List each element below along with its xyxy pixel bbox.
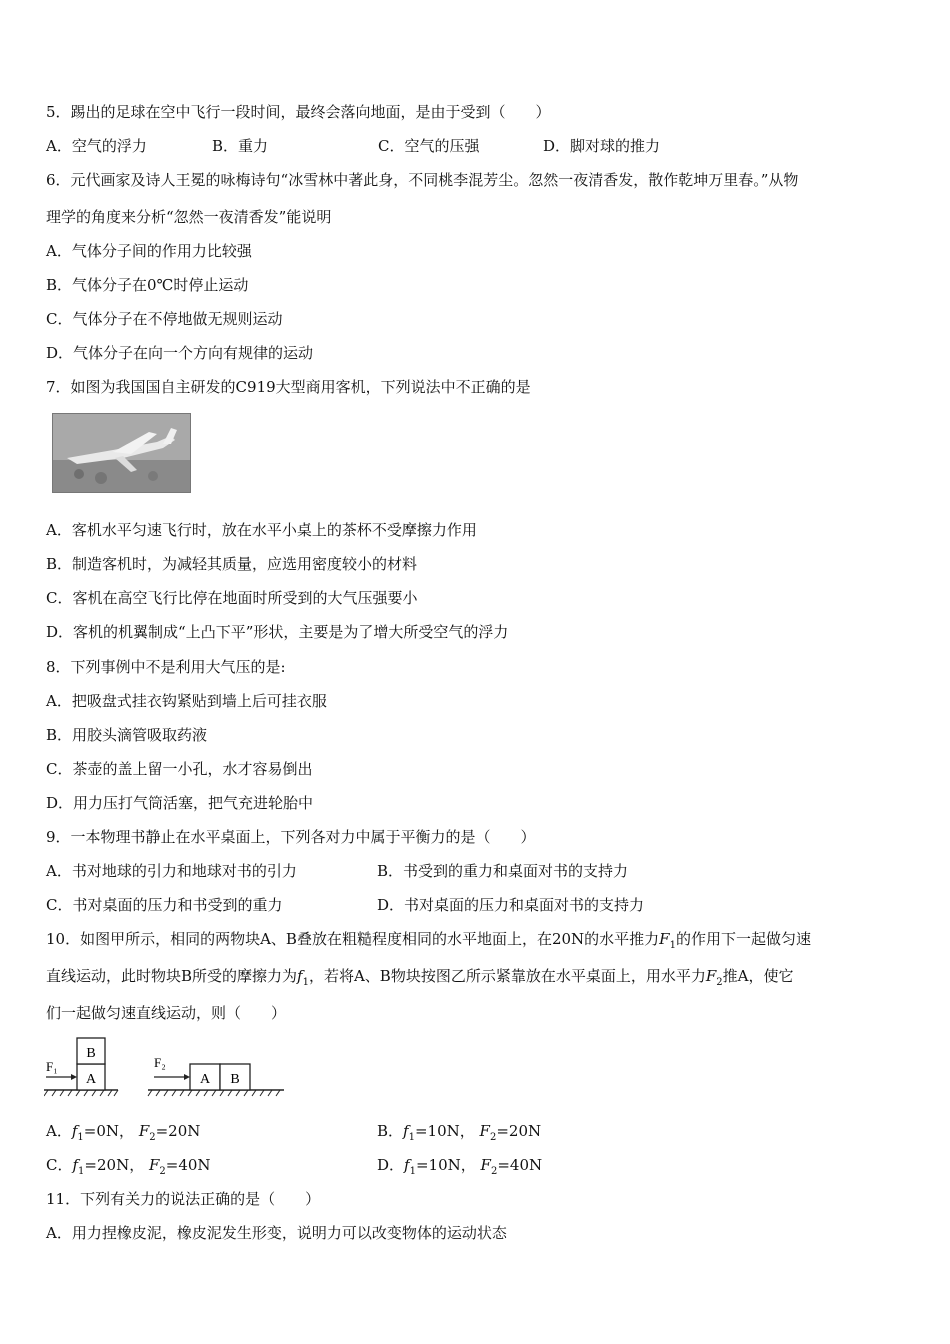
force-arrowhead-f2	[184, 1074, 190, 1080]
q7-option-a: A．客机水平匀速飞行时，放在水平小桌上的茶杯不受摩擦力作用	[46, 521, 477, 539]
q7-option-c: C．客机在高空飞行比停在地面时所受到的大气压强要小	[46, 589, 418, 607]
question-10-stem-line2: 直线运动，此时物块B所受的摩擦力为$f_1$，若将A、B物块按图乙所示紧靠放在水平桌面上，用水平力$F_2$推A，使它	[46, 967, 794, 988]
q6-option-d: D．气体分子在向一个方向有规律的运动	[46, 344, 314, 362]
q9-option-c: C．书对桌面的压力和书受到的重力	[46, 896, 283, 914]
ground-hatch-left	[44, 1090, 118, 1096]
question-10-stem-line3: 们一起做匀速直线运动，则（ ）	[46, 1004, 287, 1022]
block-a-right-label: A	[199, 1072, 211, 1087]
question-10-stem-line1: 10．如图甲所示，相同的两物块A、B叠放在粗糙程度相同的水平地面上，在20N的水平推力$F_1$的作用下一起做匀速	[46, 930, 811, 951]
block-b-right-label: B	[230, 1072, 240, 1087]
question-9-stem: 9．一本物理书静止在水平桌面上，下列各对力中属于平衡力的是（ ）	[46, 828, 536, 846]
q6-option-c: C．气体分子在不停地做无规则运动	[46, 310, 283, 328]
q8-option-b: B．用胶头滴管吸取药液	[46, 726, 208, 744]
q5-option-b: B．重力	[212, 137, 269, 155]
question-5-stem: 5．踢出的足球在空中飞行一段时间，最终会落向地面，是由于受到（ ）	[46, 103, 551, 121]
q5-option-d: D．脚对球的推力	[543, 137, 661, 155]
q9-option-b: B．书受到的重力和桌面对书的支持力	[377, 862, 629, 880]
question-11-stem: 11．下列有关力的说法正确的是（ ）	[46, 1190, 321, 1208]
question-7-stem: 7．如图为我国国自主研发的C919大型商用客机，下列说法中不正确的是	[46, 378, 531, 396]
q10-option-c: C．$f_1=20N$， $F_2=40N$	[46, 1156, 211, 1177]
force-label-f1: F₁	[46, 1059, 58, 1074]
q10-option-d: D．$f_1=10N$， $F_2=40N$	[377, 1156, 543, 1177]
q8-option-a: A．把吸盘式挂衣钩紧贴到墙上后可挂衣服	[46, 692, 327, 710]
q6-option-a: A．气体分子间的作用力比较强	[46, 242, 252, 260]
blocks-diagram	[44, 1034, 289, 1102]
q10-option-a: A．$f_1=0N$， $F_2=20N$	[46, 1122, 201, 1143]
q7-option-d: D．客机的机翼制成“上凸下平”形状，主要是为了增大所受空气的浮力	[46, 623, 509, 641]
q6-option-b: B．气体分子在0℃时停止运动	[46, 276, 249, 294]
airplane-icon	[53, 414, 190, 492]
force-label-f2: F₂	[154, 1055, 166, 1070]
q9-option-a: A．书对地球的引力和地球对书的引力	[46, 862, 297, 880]
question-6-stem-line1: 6．元代画家及诗人王冕的咏梅诗句“冰雪林中著此身，不同桃李混芳尘。忽然一夜清香发，散作乾坤万里春。”从物	[46, 171, 799, 189]
c919-airplane-photo	[52, 413, 191, 493]
question-8-stem: 8．下列事例中不是利用大气压的是:	[46, 658, 286, 676]
q11-option-a: A．用力捏橡皮泥，橡皮泥发生形变，说明力可以改变物体的运动状态	[46, 1224, 507, 1242]
q8-option-d: D．用力压打气筒活塞，把气充进轮胎中	[46, 794, 314, 812]
block-a-left-label: A	[85, 1072, 97, 1087]
q9-option-d: D．书对桌面的压力和桌面对书的支持力	[377, 896, 645, 914]
q5-option-c: C．空气的压强	[378, 137, 480, 155]
block-b-left-label: B	[86, 1046, 96, 1061]
q5-option-a: A．空气的浮力	[46, 137, 147, 155]
q7-option-b: B．制造客机时，为减轻其质量，应选用密度较小的材料	[46, 555, 418, 573]
q8-option-c: C．茶壶的盖上留一小孔，水才容易倒出	[46, 760, 313, 778]
q10-option-b: B．$f_1=10N$， $F_2=20N$	[377, 1122, 542, 1143]
question-6-stem-line2: 理学的角度来分析“忽然一夜清香发”能说明	[46, 208, 332, 226]
force-arrowhead-f1	[71, 1074, 77, 1080]
ground-hatch-right	[148, 1090, 280, 1096]
